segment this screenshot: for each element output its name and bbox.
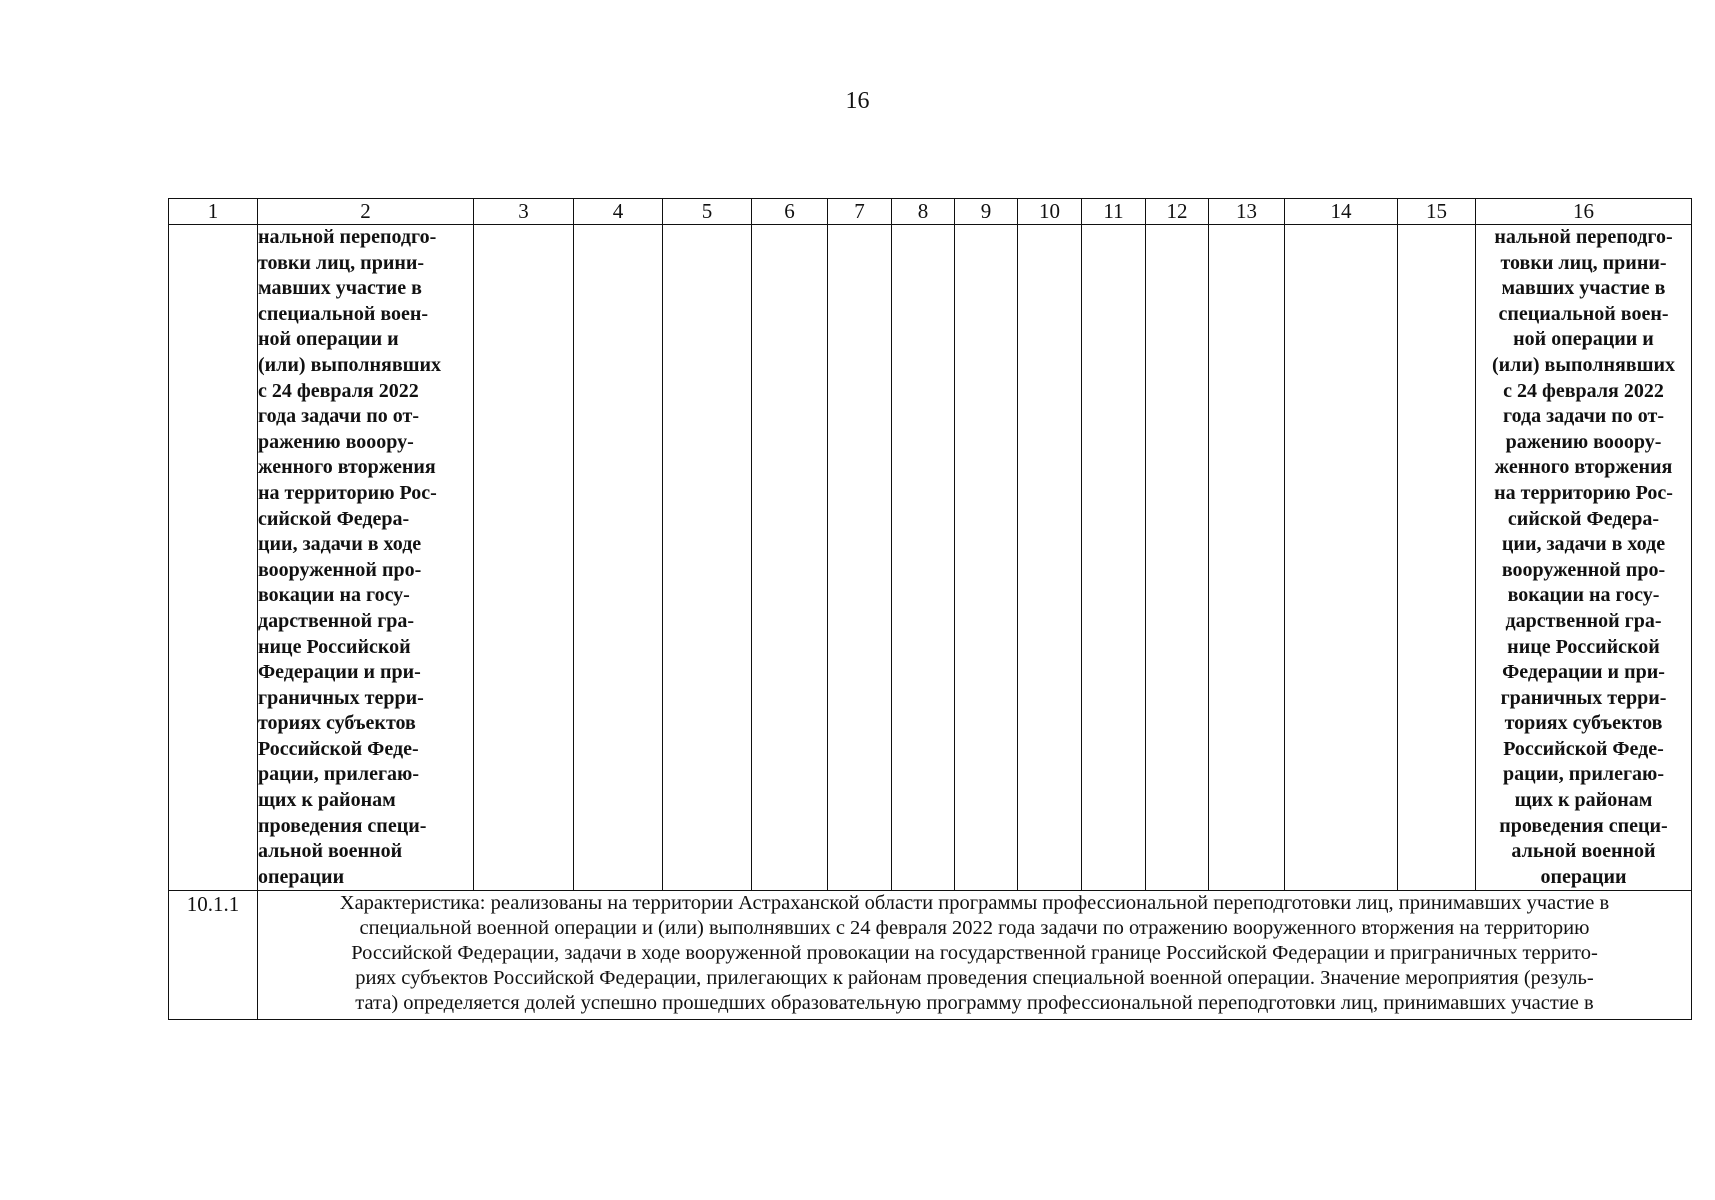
description-line: тата) определяется долей успешно прошедших образовательную программу профессиональной переподготовки лиц, принимавших участие в — [355, 991, 1594, 1014]
table-cell-empty — [1209, 225, 1285, 891]
column-header-16: 16 — [1476, 199, 1692, 225]
description-line: риях субъектов Российской Федерации, прилегающих к районам проведения специальной военной операции. Значение мероприятия (резуль- — [355, 966, 1594, 989]
table-row — [169, 891, 1692, 1020]
column-header-13: 13 — [1209, 199, 1285, 225]
description-line: Характеристика: реализованы на территории Астраханской области программы профессиональной переподготовки лиц, принимавших участие в — [339, 892, 1610, 915]
column-header-8: 8 — [892, 199, 955, 225]
description-line: специальной военной операции и (или) выполнявших с 24 февраля 2022 года задачи по отражению вооруженного вторжения на территорию — [359, 917, 1590, 940]
data-table — [168, 198, 1692, 1020]
table-cell-empty — [892, 225, 955, 891]
page-number: 16 — [845, 88, 870, 114]
table-cell-empty — [1285, 225, 1398, 891]
table-cell-empty — [474, 225, 574, 891]
column-header-12: 12 — [1146, 199, 1209, 225]
header-row — [169, 199, 1692, 225]
column-header-10: 10 — [1018, 199, 1082, 225]
characteristic-description — [258, 891, 1692, 1020]
table-row — [169, 225, 1692, 891]
column-header-14: 14 — [1285, 199, 1398, 225]
table-cell-empty — [1082, 225, 1146, 891]
column-header-9: 9 — [955, 199, 1018, 225]
column-header-5: 5 — [663, 199, 752, 225]
table-cell-empty — [574, 225, 663, 891]
row-number: 10.1.1 — [169, 891, 258, 1020]
table-cell-empty — [1018, 225, 1082, 891]
description-line: Российской Федерации, задачи в ходе вооруженной провокации на государственной границе Российской Федерации и приграничных террито- — [351, 942, 1598, 965]
table-cell-empty — [828, 225, 892, 891]
table-cell-empty — [663, 225, 752, 891]
table-cell-empty — [1146, 225, 1209, 891]
table-cell-empty — [955, 225, 1018, 891]
column-header-7: 7 — [828, 199, 892, 225]
table-cell-empty — [752, 225, 828, 891]
continuation-text-col2: нальной переподго- товки лиц, прини- мавших участие в специальной воен- ной операции и (или) выполнявших с 24 февраля 2022 года задачи по от- ражению вооору- женного вторжения на территорию Рос- сийской Федера- ции, задачи в ходе вооруженной про- вокации на госу- дарственной гра- нице Российской Федерации и при- граничных терри- ториях субъектов Российской Феде- рации, прилегаю- щих к районам проведения специ- альной военной операции — [258, 225, 474, 891]
column-header-6: 6 — [752, 199, 828, 225]
column-header-15: 15 — [1398, 199, 1476, 225]
column-header-3: 3 — [474, 199, 574, 225]
continuation-text-col16: нальной переподго- товки лиц, прини- мавших участие в специальной воен- ной операции и (или) выполнявших с 24 февраля 2022 года задачи по от- ражению вооору- женного вторжения на территорию Рос- сийской Федера- ции, задачи в ходе вооруженной про- вокации на госу- дарственной гра- нице Российской Федерации и при- граничных терри- ториях субъектов Российской Феде- рации, прилегаю- щих к районам проведения специ- альной военной операции — [1476, 225, 1692, 891]
column-header-11: 11 — [1082, 199, 1146, 225]
table-cell-empty — [1398, 225, 1476, 891]
table-cell-empty — [169, 225, 258, 891]
column-header-2: 2 — [258, 199, 474, 225]
column-header-1: 1 — [169, 199, 258, 225]
column-header-4: 4 — [574, 199, 663, 225]
